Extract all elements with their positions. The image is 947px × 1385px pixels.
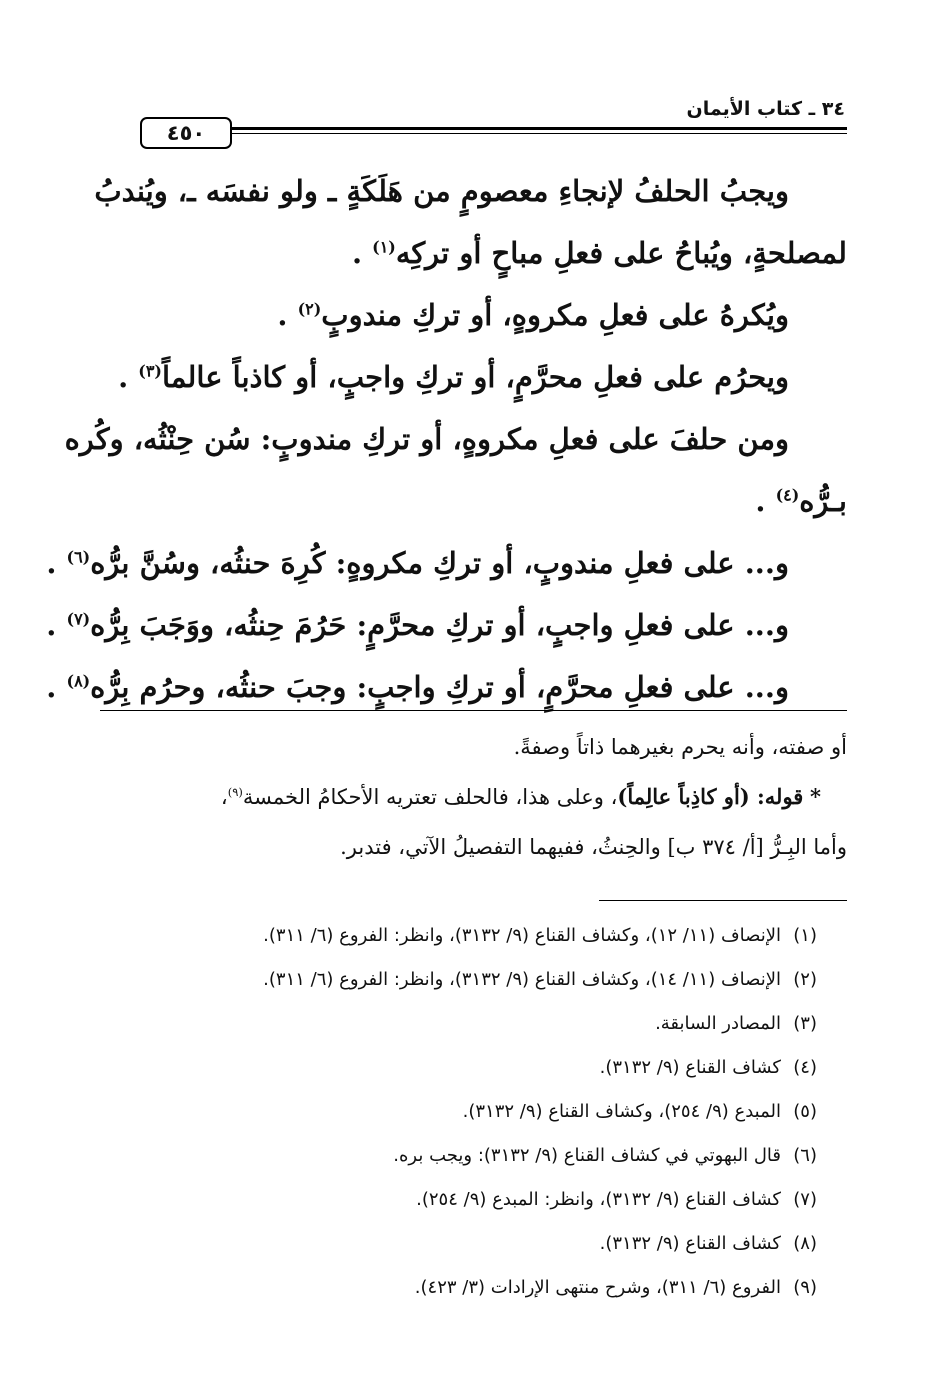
footnotes [98, 914, 817, 1310]
footnotes-separator [599, 900, 847, 901]
main-line-8: و... على فعلِ واجبٍ، أو تركِ محرَّمٍ: حَرُمَ حِنثُه، ووَجَبَ بِرُّه$^{(٧)}$ . [46, 608, 789, 642]
quote-label: قوله: (أو كاذِباً عالِماً) [617, 784, 804, 809]
header-rule-thin [232, 133, 847, 134]
main-line-5: ومن حلفَ على فعلِ مكروهٍ، أو تركِ مندوبٍ: سُن حِنْثُه، وكُره [64, 422, 789, 456]
chapter-title: ٣٤ ـ كتاب الأيمان [686, 98, 845, 120]
commentary-line-2: * قوله: (أو كاذِباً عالِماً)، وعلى هذا، فالحلف تعتريه الأحكامُ الخمسة$^{(٩)}$، [220, 784, 821, 809]
footnote-9: (٩) الفروع (٦/ ٣١١)، وشرح منتهى الإرادات (٣/ ٤٢٣). [414, 1277, 817, 1298]
footnote-ref-2[interactable]: (٢) [297, 299, 322, 319]
star-icon: * [810, 784, 821, 809]
footnote-7: (٧) كشاف القناع (٩/ ٣١٣٢)، وانظر: المبدع (٩/ ٢٥٤). [416, 1189, 817, 1210]
footnote-3: (٣) المصادر السابقة. [655, 1013, 817, 1034]
commentary [98, 722, 847, 872]
main-line-3: ويُكرهُ على فعلِ مكروهٍ، أو تركِ مندوبٍ$^{(٢)}$ . [277, 298, 789, 332]
footnote-5: (٥) المبدع (٩/ ٢٥٤)، وكشاف القناع (٩/ ٣١٣٢). [462, 1101, 817, 1122]
page-number: ٤٥٠ [140, 117, 232, 149]
main-line-2: لمصلحةٍ، ويُباحُ على فعلِ مباحٍ أو تركِه$^{(١)}$ . [351, 236, 847, 270]
footnote-2: (٢) الإنصاف (١١/ ١٤)، وكشاف القناع (٩/ ٣١٣٢)، وانظر: الفروع (٦/ ٣١١). [263, 969, 817, 990]
footnote-ref-8[interactable]: (٨) [66, 671, 91, 691]
footnote-8: (٨) كشاف القناع (٩/ ٣١٣٢). [599, 1233, 817, 1254]
footnote-4: (٤) كشاف القناع (٩/ ٣١٣٢). [599, 1057, 817, 1078]
commentary-line-3: وأما البِـرُّ [أ/ ٣٧٤ ب] والحِنثُ، ففيهما التفصيلُ الآتي، فتدبر. [340, 835, 847, 859]
footnote-ref-9[interactable]: (٩) [227, 785, 243, 799]
footnote-1: (١) الإنصاف (١١/ ١٢)، وكشاف القناع (٩/ ٣١٣٢)، وانظر: الفروع (٦/ ٣١١). [263, 925, 817, 946]
main-line-1: ويجبُ الحلفُ لإنجاءِ معصومٍ من هَلَكَةٍ ـ ولو نفسَه ـ، ويُندبُ [94, 174, 789, 208]
main-line-9: و... على فعلِ محرَّمٍ، أو تركِ واجبٍ: وجبَ حنثُه، وحرُم بِرُّه$^{(٨)}$ . [46, 670, 789, 704]
commentary-line-1: أو صفته، وأنه يحرم بغيرهما ذاتاً وصفةً. [513, 735, 847, 759]
footnote-ref-3[interactable]: (٣) [138, 361, 162, 381]
main-line-7: و... على فعلِ مندوبٍ، أو تركِ مكروهٍ: كُرِهَ حنثُه، وسُنَّ برُّه$^{(٦)}$ . [46, 546, 789, 580]
main-line-4: ويحرُم على فعلِ محرَّمٍ، أو تركِ واجبٍ، أو كاذباً عالماً$^{(٣)}$ . [118, 360, 789, 394]
footnote-6: (٦) قال البهوتي في كشاف القناع (٩/ ٣١٣٢): ويجب بره. [393, 1145, 817, 1166]
footnote-ref-1[interactable]: (١) [372, 237, 396, 257]
main-line-6: بـرُّه$^{(٤)}$ . [755, 484, 847, 518]
footnote-ref-6[interactable]: (٦) [66, 547, 91, 567]
commentary-separator [100, 710, 847, 711]
footnote-ref-4[interactable]: (٤) [775, 485, 800, 505]
main-text [46, 160, 847, 718]
header-rule-thick [232, 127, 847, 130]
footnote-ref-7[interactable]: (٧) [66, 609, 91, 629]
